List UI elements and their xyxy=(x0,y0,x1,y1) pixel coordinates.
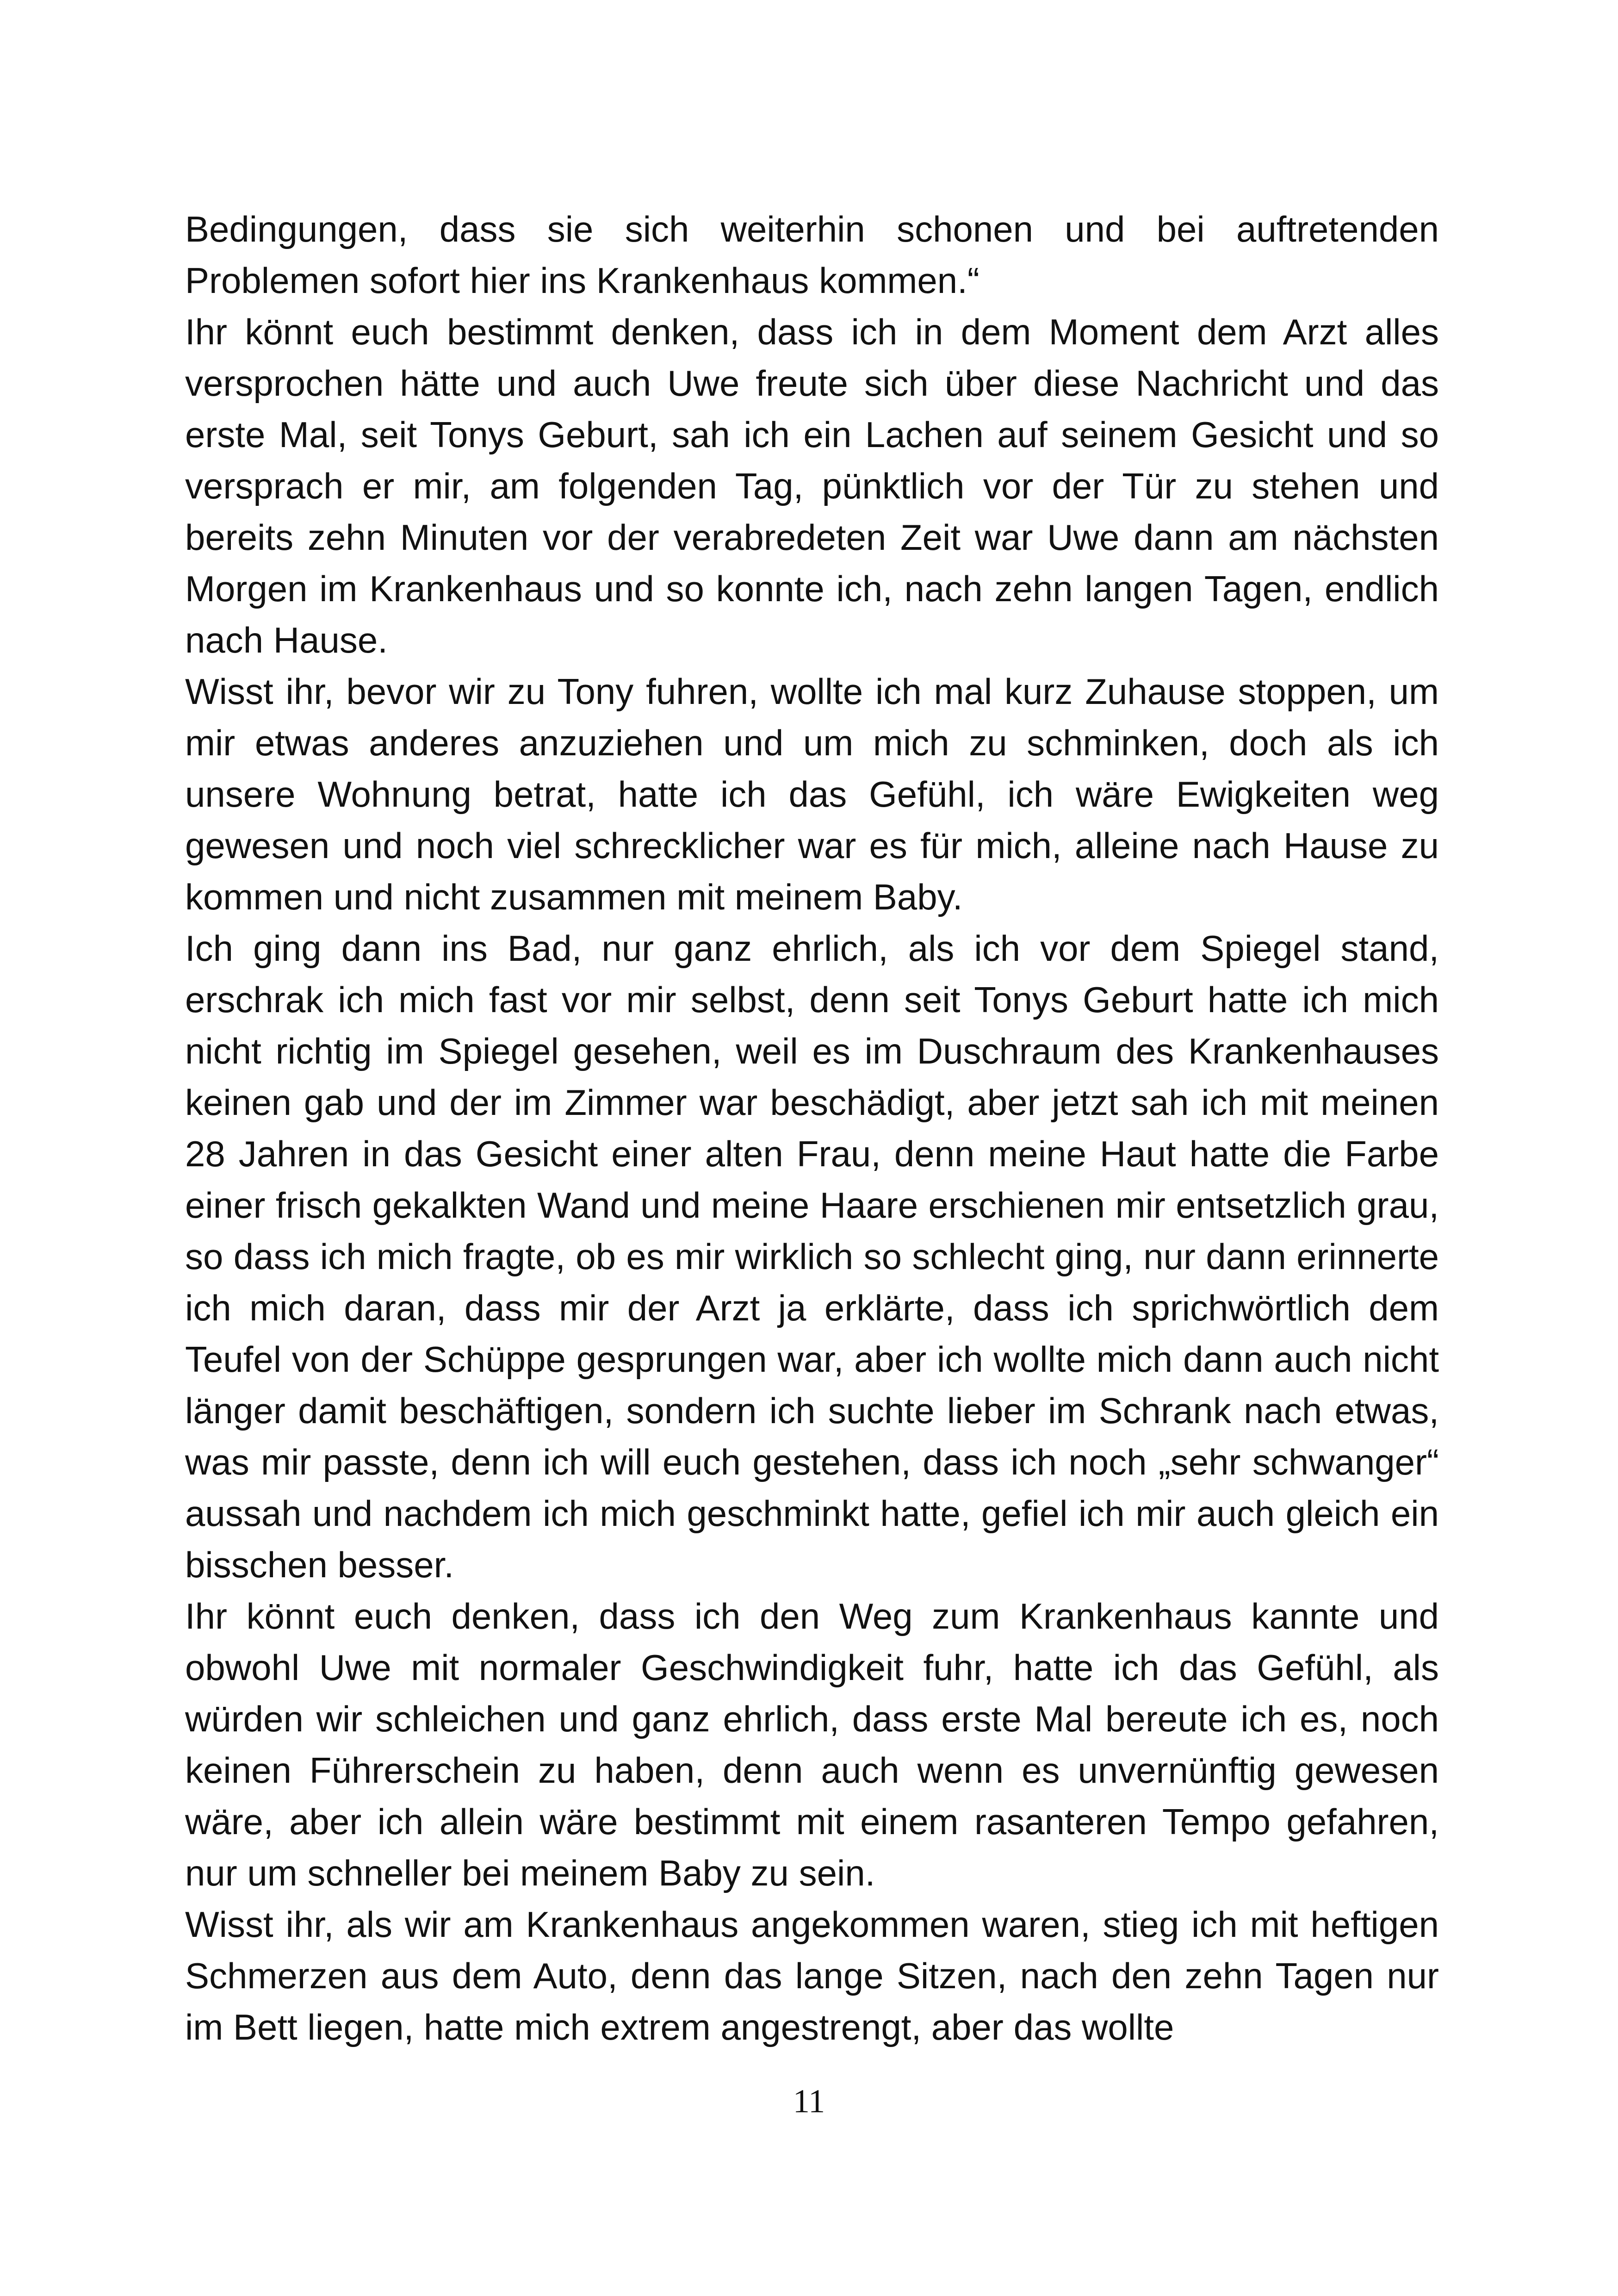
body-text xyxy=(185,204,1439,2053)
paragraph-1: Bedingungen, dass sie sich weiterhin schonen und bei auftretenden Problemen sofort hier ins Krankenhaus kommen.“ xyxy=(185,209,1439,301)
paragraph-4: Ich ging dann ins Bad, nur ganz ehrlich, als ich vor dem Spiegel stand, erschrak ich mich fast vor mir selbst, denn seit Tonys Geburt hatte ich mich nicht richtig im Spiegel gesehen, weil es im Duschraum des Krankenhauses keinen gab und der im Zimmer war beschädigt, aber jetzt sah ich mit meinen 28 Jahren in das Gesicht einer alten Frau, denn meine Haut hatte die Farbe einer frisch gekalkten Wand und meine Haare erschienen mir entsetzlich grau, so dass ich mich fragte, ob es mir wirklich so schlecht ging, nur dann erinnerte ich mich daran, dass mir der Arzt ja erklärte, dass ich sprichwörtlich dem Teufel von der Schüppe gesprungen war, aber ich wollte mich dann auch nicht länger damit beschäftigen, sondern ich suchte lieber im Schrank nach etwas, was mir passte, denn ich will euch gestehen, dass ich noch „sehr schwanger“ aussah und nachdem ich mich geschminkt hatte, gefiel ich mir auch gleich ein bisschen besser. xyxy=(185,928,1439,1585)
page-number: 11 xyxy=(793,2083,825,2120)
paragraph-3: Wisst ihr, bevor wir zu Tony fuhren, wollte ich mal kurz Zuhause stoppen, um mir etwas anderes anzuziehen und um mich zu schminken, doch als ich unsere Wohnung betrat, hatte ich das Gefühl, ich wäre Ewigkeiten weg gewesen und noch viel schrecklicher war es für mich, alleine nach Hause zu kommen und nicht zusammen mit meinem Baby. xyxy=(185,671,1439,917)
paragraph-2: Ihr könnt euch bestimmt denken, dass ich in dem Moment dem Arzt alles versprochen hätte und auch Uwe freute sich über diese Nachricht und das erste Mal, seit Tonys Geburt, sah ich ein Lachen auf seinem Gesicht und so versprach er mir, am folgenden Tag, pünktlich vor der Tür zu stehen und bereits zehn Minuten vor der verabredeten Zeit war Uwe dann am nächsten Morgen im Krankenhaus und so konnte ich, nach zehn langen Tagen, endlich nach Hause. xyxy=(185,311,1439,660)
paragraph-5: Ihr könnt euch denken, dass ich den Weg zum Krankenhaus kannte und obwohl Uwe mit normaler Geschwindigkeit fuhr, hatte ich das Gefühl, als würden wir schleichen und ganz ehrlich, dass erste Mal bereute ich es, noch keinen Führerschein zu haben, denn auch wenn es unvernünftig gewesen wäre, aber ich allein wäre bestimmt mit einem rasanteren Tempo gefahren, nur um schneller bei meinem Baby zu sein. xyxy=(185,1596,1439,1893)
paragraph-6: Wisst ihr, als wir am Krankenhaus angekommen waren, stieg ich mit heftigen Schmerzen aus dem Auto, denn das lange Sitzen, nach den zehn Tagen nur im Bett liegen, hatte mich extrem angestrengt, aber das wollte xyxy=(185,1904,1439,2047)
